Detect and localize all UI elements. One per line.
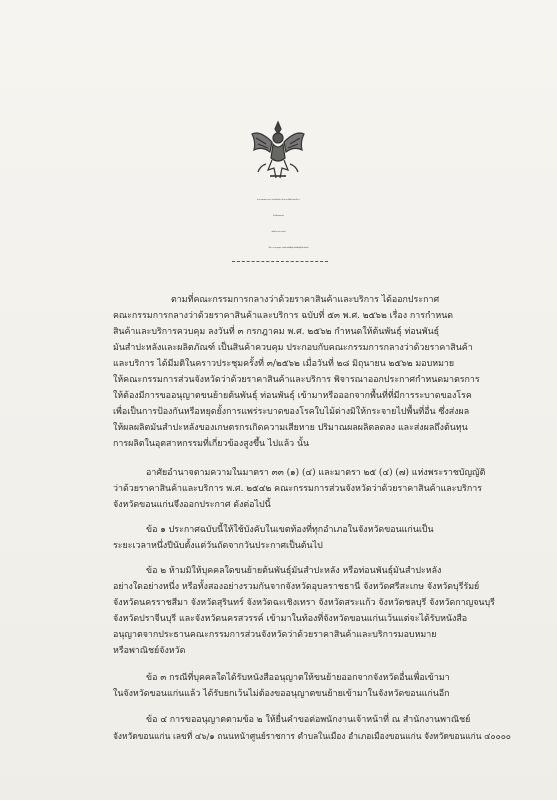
- title-divider: [232, 261, 328, 262]
- clause-4-line: จังหวัดขอนแก่น เลขที่ ๔๖/๑ ถนนหน้าศูนย์ราชการ ตำบลในเมือง อำเภอเมืองขอนแก่น จังหวัดขอนแก่น ๔๐๐๐๐: [113, 731, 511, 741]
- preamble-line: การผลิตในอุตสาหกรรมที่เกี่ยวข้องสูงขึ้น ไปแล้ว นั้น: [113, 439, 310, 449]
- clause-3-line: ในจังหวัดขอนแก่นแล้ว ได้รับยกเว้นไม่ต้องขออนุญาตขนย้ายเข้ามาในจังหวัดขอนแก่นอีก: [113, 689, 450, 699]
- clause-2-line: หรือพาณิชย์จังหวัด: [113, 646, 186, 656]
- authority-line: ว่าด้วยราคาสินค้าและบริการ พ.ศ. ๒๕๔๒ คณะกรรมการส่วนจังหวัดว่าด้วยราคาสินค้าและบริการ: [113, 484, 483, 494]
- preamble-line: ให้ต้องมีการขออนุญาตขนย้ายต้นพันธุ์ ท่อนพันธุ์ เข้ามาหรือออกจากพื้นที่ที่มีการระบาดของโรค: [113, 391, 472, 401]
- clause-1-line: ระยะเวลาหนึ่งปีนับตั้งแต่วันถัดจากวันประกาศเป็นต้นไป: [113, 541, 323, 551]
- preamble-line: ให้ผลผลิตมันสำปะหลังของเกษตรกรเกิดความเสียหาย ปริมาณผลผลิตลดลง และส่งผลถึงต้นทุน: [113, 423, 468, 433]
- authority-line: อาศัยอำนาจตามความในมาตรา ๓๓ (๑) (๔) และมาตรา ๒๕ (๔) (๗) แห่งพระราชบัญญัติ: [146, 468, 486, 478]
- authority-line: จังหวัดขอนแก่นจึงออกประกาศ ดังต่อไปนี้: [113, 500, 271, 510]
- preamble-line: เพื่อเป็นการป้องกันหรือหยุดยั้งการแพร่ระบาดของโรคใบไม้ด่างมิให้กระจายไปพื้นที่อื่น ซึ่งส่งผล: [113, 407, 470, 417]
- clause-2-line: อนุญาตจากประธานคณะกรรมการส่วนจังหวัดว่าด้วยราคาสินค้าและบริการมอบหมาย: [113, 630, 437, 640]
- clause-2-line: ข้อ ๒ ห้ามมิให้บุคคลใดขนย้ายต้นพันธุ์มันสำปะหลัง หรือท่อนพันธุ์มันสำปะหลัง: [146, 566, 442, 576]
- clause-1-line: ข้อ ๑ ประกาศฉบับนี้ให้ใช้บังคับในเขตท้องที่ทุกอำเภอในจังหวัดขอนแก่นเป็น: [146, 525, 434, 535]
- issue-line: ฉบับที่ ๑ พ.ศ. ๒๕๖๒: [271, 232, 286, 233]
- preamble-line: ให้คณะกรรมการส่วนจังหวัดว่าด้วยราคาสินค้าและบริการ พิจารณาออกประกาศกำหนดมาตรการ: [113, 375, 480, 385]
- document-title: ประกาศคณะกรรมการส่วนจังหวัดว่าด้วยราคาสินค้าและบริการ: [257, 200, 300, 201]
- garuda-emblem-icon: [250, 120, 306, 182]
- clause-3-line: ข้อ ๓ กรณีที่บุคคลใดได้รับหนังสืออนุญาตให้ขนย้ายออกจากจังหวัดอื่นเพื่อเข้ามา: [146, 673, 450, 683]
- preamble-line: มันสำปะหลังและผลิตภัณฑ์ เป็นสินค้าควบคุม ประกอบกับคณะกรรมการกลางว่าด้วยราคาสินค้า: [113, 343, 473, 353]
- clause-2-line: จังหวัดปราจีนบุรี และจังหวัดนครสวรรค์ เข้ามาในท้องที่จังหวัดขอนแก่นเว้นแต่จะได้รับหนังสือ: [113, 614, 468, 624]
- preamble-line: สินค้าและบริการควบคุม ลงวันที่ ๓ กรกฎาคม พ.ศ. ๒๕๖๒ กำหนดให้ต้นพันธุ์ ท่อนพันธุ์: [113, 327, 440, 337]
- preamble-line: คณะกรรมการกลางว่าด้วยราคาสินค้าและบริการ ฉบับที่ ๕๓ พ.ศ. ๒๕๖๒ เรื่อง การกำหนด: [113, 311, 454, 321]
- clause-2-line: จังหวัดนครราชสีมา จังหวัดสุรินทร์ จังหวัดฉะเชิงเทรา จังหวัดสระแก้ว จังหวัดชลบุรี จังหวัดกาญจนบุรี: [113, 598, 495, 608]
- preamble-line: และบริการ ได้มีมติในคราวประชุมครั้งที่ ๓/๒๕๖๒ เมื่อวันที่ ๒๘ มิถุนายน ๒๕๖๒ มอบหมาย: [113, 359, 455, 369]
- province-line: จังหวัดขอนแก่น: [273, 216, 284, 217]
- preamble-line: ตามที่คณะกรรมการกลางว่าด้วยราคาสินค้าและบริการ ได้ออกประกาศ: [171, 295, 440, 305]
- clause-2-line: อย่างใดอย่างหนึ่ง หรือทั้งสองอย่างรวมกันจากจังหวัดอุบลราชธานี จังหวัดศรีสะเกษ จังหวัดบุรีรัมย์: [113, 582, 480, 592]
- clause-4-line: ข้อ ๔ การขออนุญาตตามข้อ ๒ ให้ยื่นคำขอต่อพนักงานเจ้าหน้าที่ ณ สำนักงานพาณิชย์: [146, 715, 471, 725]
- subject-line: เรื่อง การควบคุมการขนย้ายต้นพันธุ์ ท่อนพันธุ์มันสำปะหลัง: [268, 248, 309, 249]
